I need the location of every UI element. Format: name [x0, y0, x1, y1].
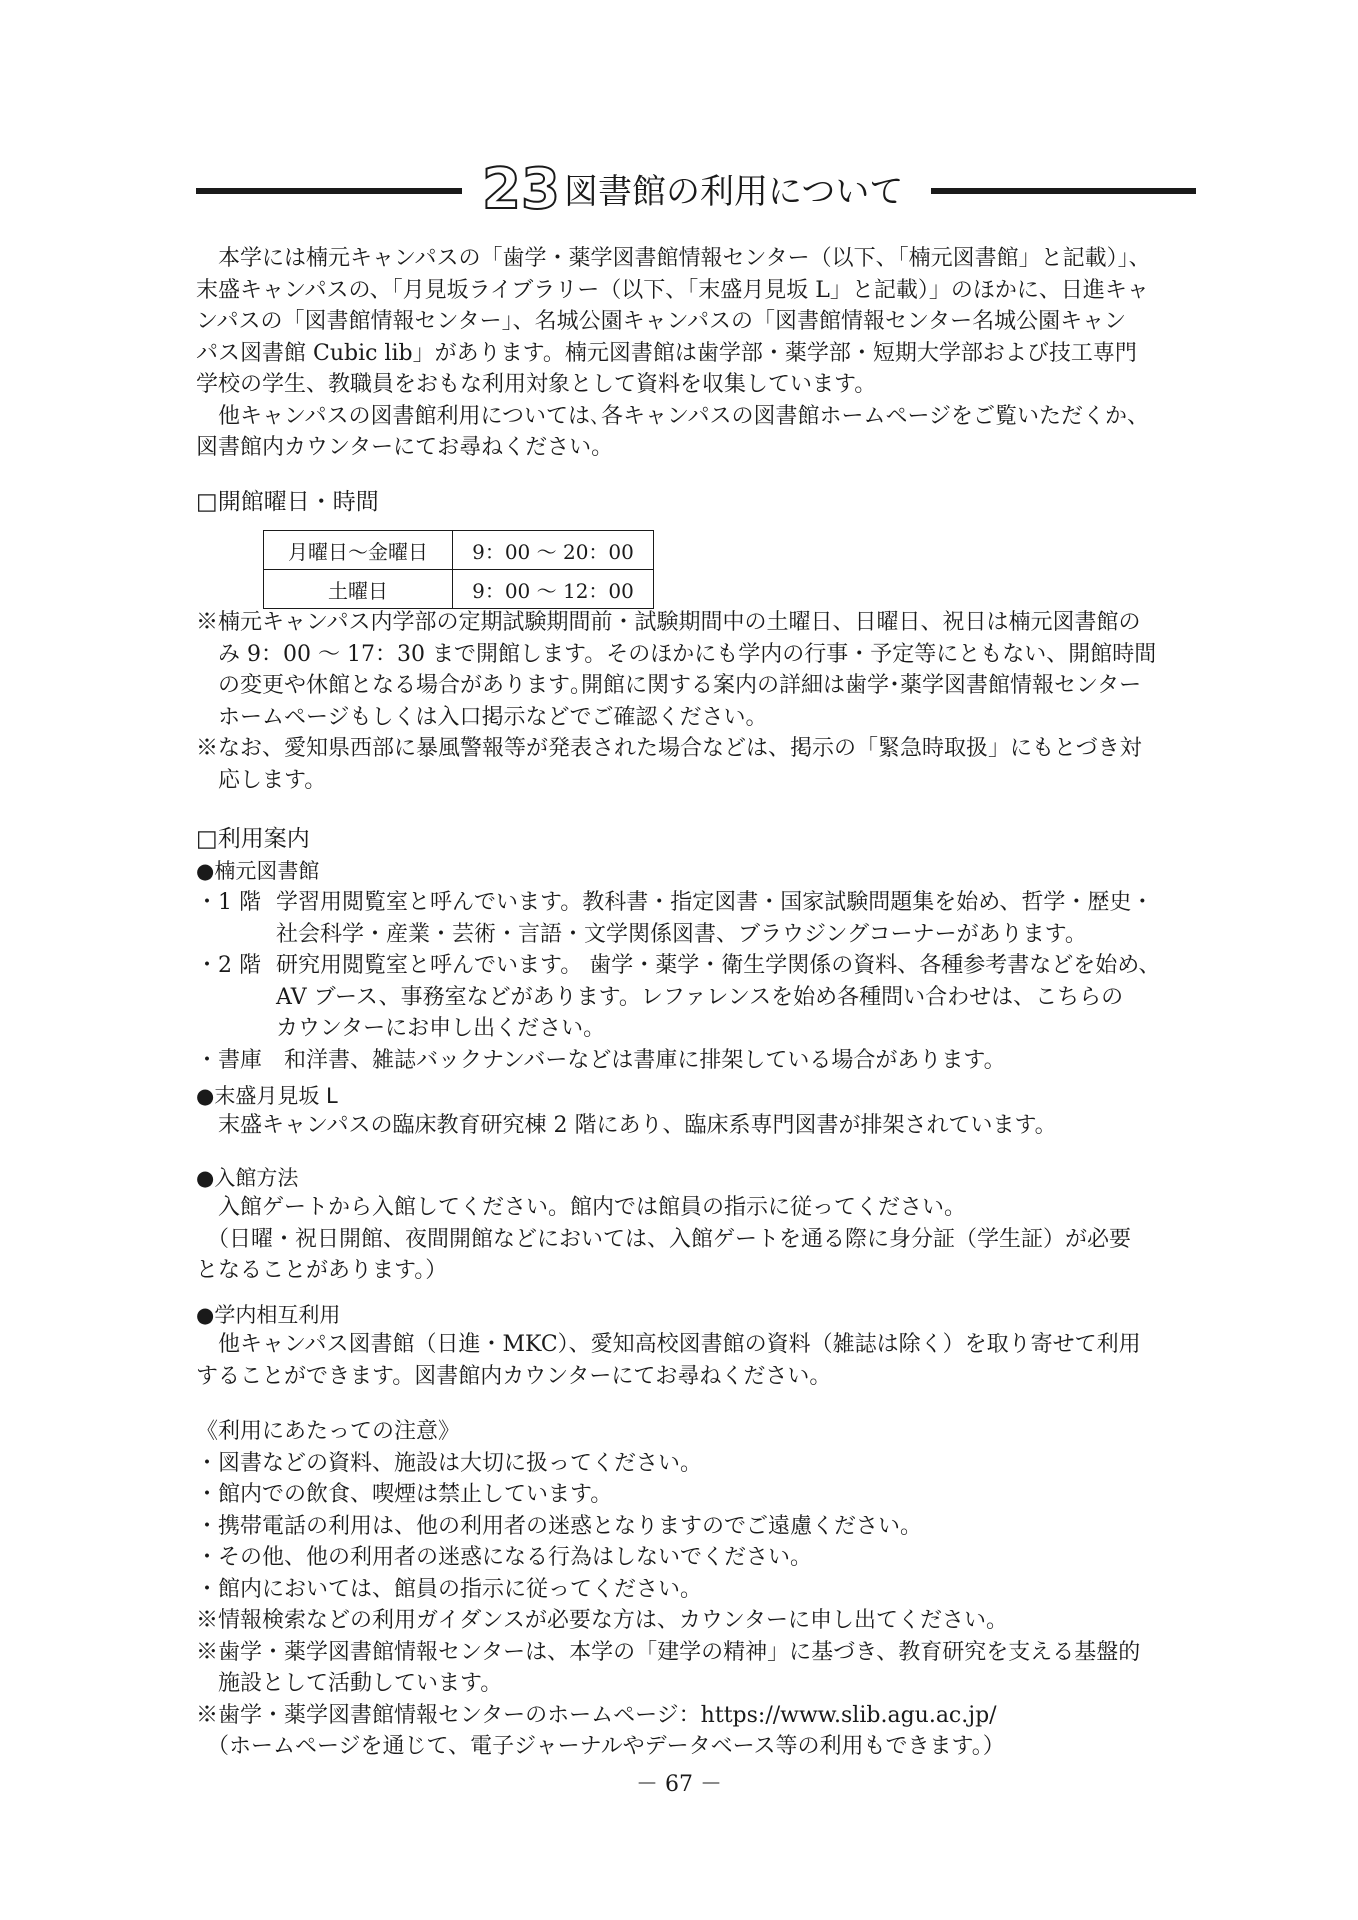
section-title: 図書館の利用について: [564, 172, 904, 212]
usage-note-line: ※歯学・薬学図書館情報センターは、本学の「建学の精神」に基づき、教育研究を支える基盤的: [196, 1639, 1141, 1665]
suemori-title: ●末盛月見坂 L: [196, 1084, 338, 1108]
floor-text: [276, 887, 1153, 950]
hours-table: [263, 530, 654, 609]
stacks-line: ・書庫 和洋書、雑誌バックナンバーなどは書庫に排架している場合があります。: [196, 1047, 1006, 1073]
usage-notes-heading: 《利用にあたっての注意》: [196, 1419, 461, 1444]
entry-text: [196, 1192, 1131, 1287]
mutual-text: [196, 1329, 1141, 1392]
usage-note-line: ・館内での飲食、喫煙は禁止しています。: [196, 1482, 613, 1507]
section-header: [196, 155, 1196, 227]
usage-note-line: ・館内においては、館員の指示に従ってください。: [196, 1576, 703, 1602]
floor-item: [196, 950, 1160, 1045]
table-row: [264, 570, 654, 609]
intro-line: ンパスの「図書館情報センター」、名城公園キャンパスの「図書館情報センター名城公園キャン: [196, 309, 1127, 334]
floor-label: ・1 階: [196, 890, 261, 915]
intro-line: 本学には楠元キャンパスの「歯学・薬学図書館情報センター（以下、「楠元図書館」と記載）」、: [196, 246, 1151, 271]
intro-paragraph: [196, 243, 1151, 464]
section-number: 23: [482, 157, 560, 222]
page-number: － 67 －: [636, 1772, 722, 1797]
hours-time-cell: 9：00 ～ 12：00: [453, 570, 654, 609]
floor-text: [276, 950, 1160, 1045]
intro-line: パス図書館 Cubic lib」があります。楠元図書館は歯学部・薬学部・短期大学部および技工専門: [196, 340, 1137, 366]
note-line: み 9：00 ～ 17：30 まで開館します。そのほかにも学内の行事・予定等にともない、開館時間: [196, 641, 1157, 667]
floor-line: 研究用閲覧室と呼んでいます。 歯学・薬学・衛生学関係の資料、各種参考書などを始め、: [276, 953, 1161, 978]
entry-title: ●入館方法: [196, 1166, 299, 1190]
usage-notes: [196, 1416, 1140, 1763]
header-rule-left: [196, 188, 462, 194]
floor-line: AV ブース、事務室などがあります。レファレンスを始め各種問い合わせは、こちらの: [276, 984, 1124, 1010]
hours-day-cell: 土曜日: [264, 570, 453, 609]
mutual-line: することができます。図書館内カウンターにてお尋ねください。: [196, 1363, 832, 1389]
note-line: ホームページもしくは入口掲示などでご確認ください。: [196, 704, 768, 730]
hours-notes: [196, 607, 1156, 796]
usage-note-line: 施設として活動しています。: [196, 1671, 503, 1696]
floor-label: ・2 階: [196, 953, 261, 978]
table-row: [264, 531, 654, 570]
floor-item: [196, 887, 1160, 950]
note-line: の変更や休館となる場合があります｡開館に関する案内の詳細は歯学･薬学図書館情報センター: [196, 673, 1142, 698]
mutual-line: 他キャンパス図書館（日進・MKC）、愛知高校図書館の資料（雑誌は除く）を取り寄せて利用: [196, 1332, 1141, 1357]
floor-line: 社会科学・産業・芸術・言語・文学関係図書、ブラウジングコーナーがあります。: [276, 921, 1087, 947]
suemori-text: 末盛キャンパスの臨床教育研究棟 2 階にあり、臨床系専門図書が排架されています。: [196, 1113, 1057, 1138]
mutual-title: ●学内相互利用: [196, 1303, 341, 1327]
usage-note-line: ※歯学・薬学図書館情報センターのホームページ：https://www.slib.agu.ac.jp/: [196, 1702, 997, 1728]
entry-line: となることがあります。）: [196, 1258, 448, 1283]
intro-line: 学校の学生、教職員をおもな利用対象として資料を収集しています。: [196, 372, 877, 397]
usage-note-line: ※情報検索などの利用ガイダンスが必要な方は、カウンターに申し出てください。: [196, 1608, 1009, 1633]
guide-heading: □利用案内: [196, 826, 310, 852]
floor-line: 学習用閲覧室と呼んでいます。教科書・指定図書・国家試験問題集を始め、哲学・歴史・: [276, 890, 1154, 915]
kusumoto-title: ●楠元図書館: [196, 859, 320, 883]
usage-note-line: ・図書などの資料、施設は大切に扱ってください。: [196, 1450, 703, 1476]
note-line: 応します。: [196, 767, 327, 793]
hours-day-cell: 月曜日～金曜日: [264, 531, 453, 570]
intro-line: 他キャンパスの図書館利用については､各キャンパスの図書館ホームページをご覧いただくか、: [196, 403, 1150, 429]
intro-line: 末盛キャンパスの、「月見坂ライブラリー（以下、「末盛月見坂 L」と記載）」のほかに、日進キャ: [196, 277, 1149, 303]
floor-line: カウンターにお申し出ください。: [276, 1016, 606, 1041]
usage-note-line: ・その他、他の利用者の迷惑になる行為はしないでください。: [196, 1545, 813, 1570]
usage-note-line: （ホームページを通じて、電子ジャーナルやデータベース等の利用もできます。）: [196, 1734, 1005, 1759]
note-line: ※楠元キャンパス内学部の定期試験期間前・試験期間中の土曜日、日曜日、祝日は楠元図書館の: [196, 610, 1141, 635]
header-rule-right: [931, 188, 1196, 194]
kusumoto-floors: [196, 887, 1160, 1076]
entry-line: （日曜・祝日開館、夜間開館などにおいては、入館ゲートを通る際に身分証（学生証）が必要: [196, 1226, 1132, 1252]
entry-line: 入館ゲートから入館してください。館内では館員の指示に従ってください。: [196, 1195, 967, 1220]
intro-line: 図書館内カウンターにてお尋ねください。: [196, 435, 614, 460]
hours-time-cell: 9：00 ～ 20：00: [453, 531, 654, 570]
note-line: ※なお、愛知県西部に暴風警報等が発表された場合などは、掲示の「緊急時取扱」にもとづき対: [196, 736, 1142, 761]
hours-heading: □開館曜日・時間: [196, 489, 379, 515]
usage-note-line: ・携帯電話の利用は、他の利用者の迷惑となりますのでご遠慮ください。: [196, 1513, 923, 1539]
